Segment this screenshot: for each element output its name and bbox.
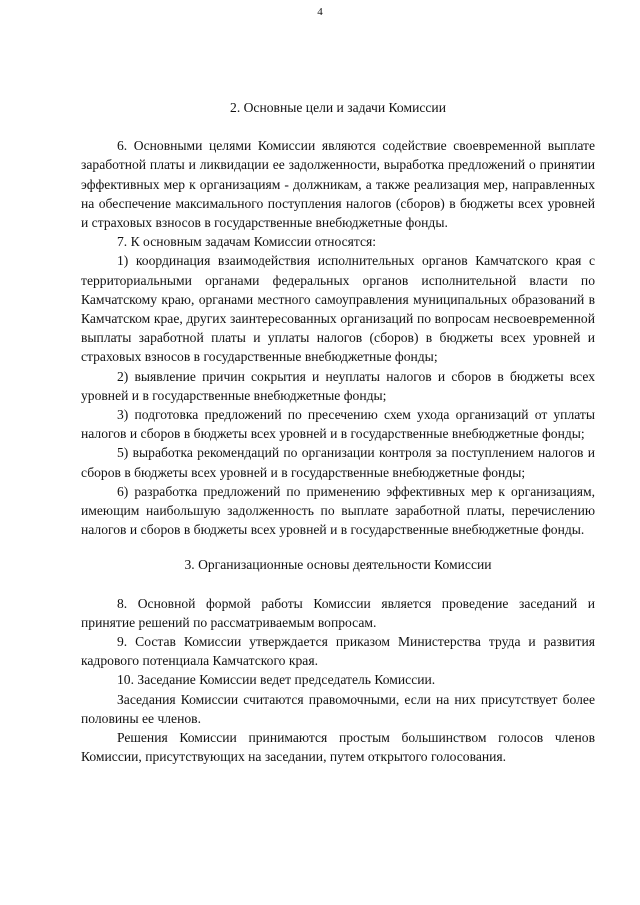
paragraph: 9. Состав Комиссии утверждается приказом Министерства труда и развития кадрового потенциала Камчатского края. [81, 634, 595, 669]
paragraph: 5) выработка рекомендаций по организации контроля за поступлением налогов и сборов в бюджеты всех уровней и в государственные внебюджетные фонды; [81, 445, 595, 480]
paragraph: 7. К основным задачам Комиссии относятся: [117, 234, 377, 250]
paragraph: 3) подготовка предложений по пресечению схем ухода организаций от уплаты налогов и сборов в бюджеты всех уровней и в государственные внебюджетные фонды; [81, 407, 595, 442]
paragraph: Заседания Комиссии считаются правомочными, если на них присутствует более половины ее членов. [81, 691, 595, 726]
page-number: 4 [317, 6, 323, 18]
section-heading: 2. Основные цели и задачи Комиссии [230, 100, 446, 115]
section-heading: 3. Организационные основы деятельности Комиссии [184, 557, 492, 573]
paragraph: 8. Основной формой работы Комиссии является проведение заседаний и принятие решений по рассматриваемым вопросам. [81, 595, 595, 630]
paragraph: 2) выявление причин сокрытия и неуплаты налогов и сборов в бюджеты всех уровней и в государственные внебюджетные фонды; [81, 368, 595, 403]
paragraph: 6. Основными целями Комиссии являются содействие своевременной выплате заработной платы и ликвидации ее задолженности, выработка предложений о принятии эффективных мер к организациям - должникам, а также реализация мер, направленных на обеспечение максимального поступления налогов (сборов) в бюджеты всех уровней и страховых взносов в государственные внебюджетные фонды. [81, 138, 595, 231]
document-body [81, 98, 595, 767]
paragraph: 1) координация взаимодействия исполнительных органов Камчатского края с территориальными органами федеральных органов исполнительной власти по Камчатскому краю, органами местного самоуправления муниципальных образований в Камчатском крае, других заинтересованных организаций по вопросам несвоевременной выплаты заработной платы и уплаты налогов (сборов) в бюджеты всех уровней и страховых взносов в государственные внебюджетные фонды; [81, 253, 595, 365]
paragraph: 6) разработка предложений по применению эффективных мер к организациям, имеющим наибольшую задолженность по выплате заработной платы, перечислению налогов и сборов в бюджеты всех уровней и в государственные внебюджетные фонды. [81, 483, 595, 538]
paragraph: 10. Заседание Комиссии ведет председатель Комиссии. [117, 672, 436, 688]
paragraph: Решения Комиссии принимаются простым большинством голосов членов Комиссии, присутствующих на заседании, путем открытого голосования. [81, 730, 595, 765]
